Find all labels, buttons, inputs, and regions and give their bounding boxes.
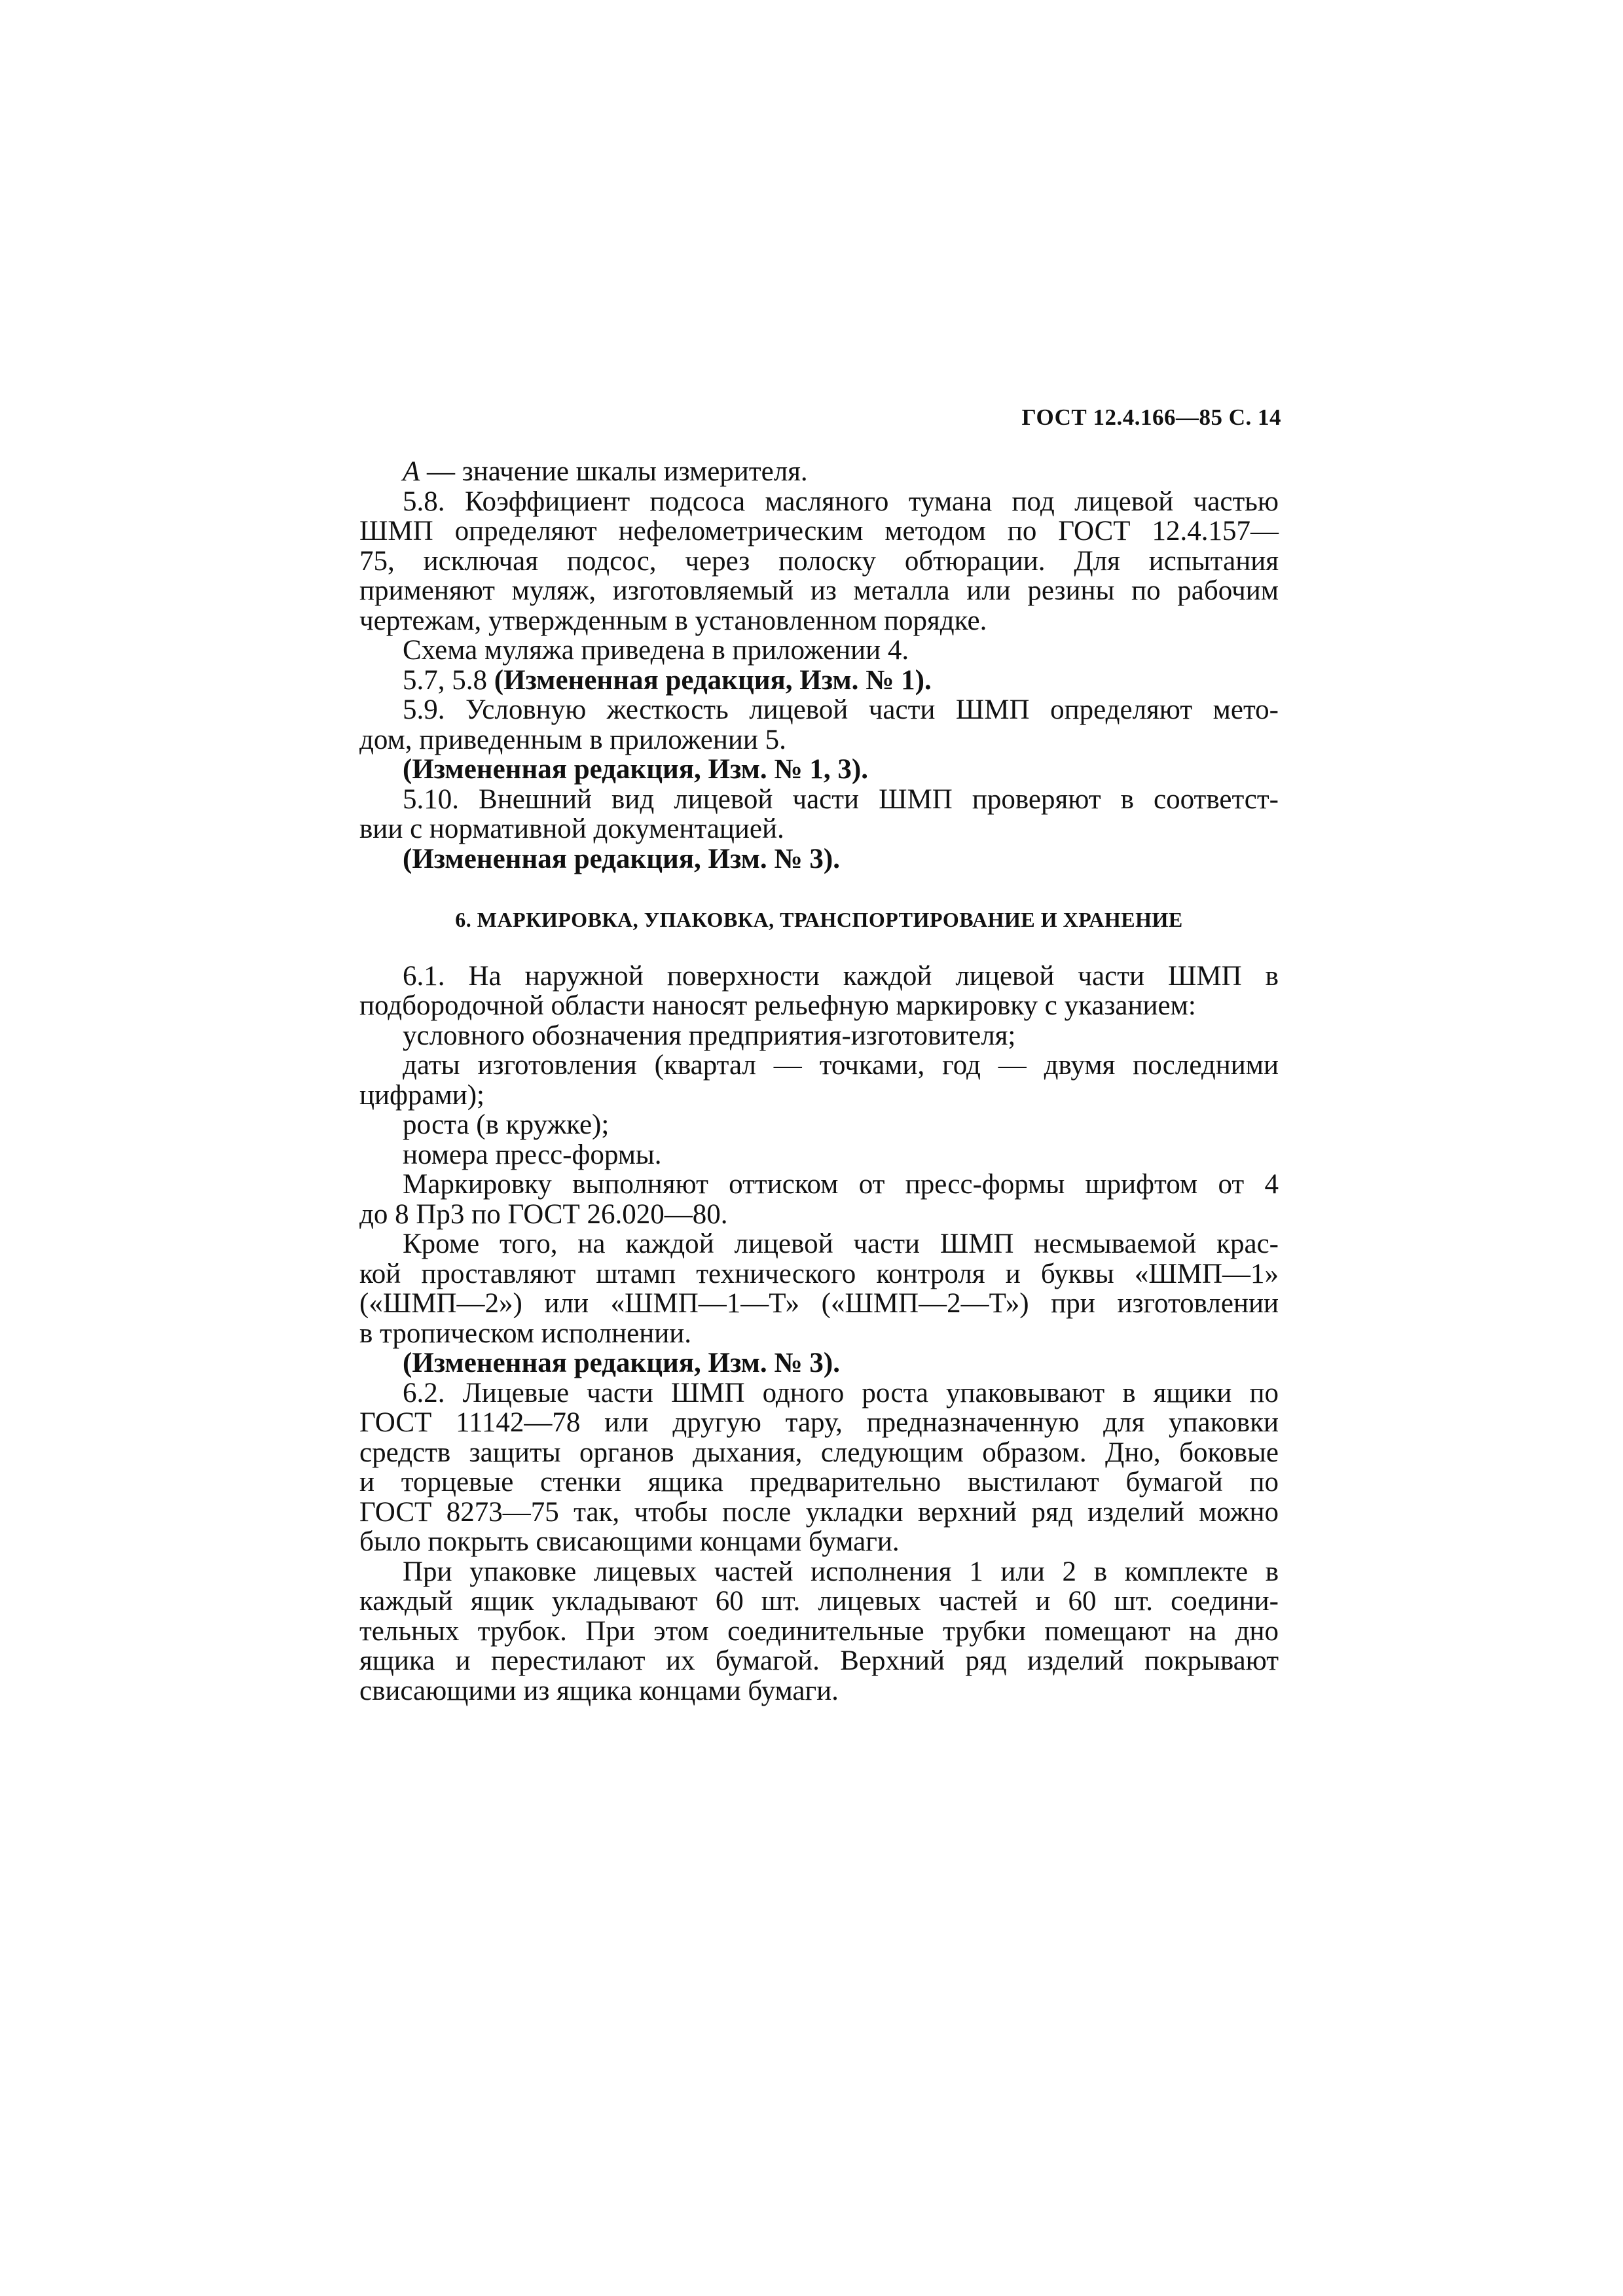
text-line: ГОСТ 11142—78 или другую тару, предназначенную для упаковки [359,1407,1279,1438]
text-line: было покрыть свисающими концами бумаги. [359,1526,900,1557]
text-line: Кроме того, на каждой лицевой части ШМП несмываемой крас- [403,1229,1279,1259]
list-item [359,1050,1279,1110]
amendment-note-5-10: (Измененная редакция, Изм. № 3). [403,843,840,874]
text-line: ШМП определяют нефелометрическим методом по ГОСТ 12.4.157— [359,516,1279,547]
a-symbol: А [403,456,420,487]
page-body [359,457,1279,1706]
text-line: ГОСТ 8273—75 так, чтобы после укладки верхний ряд изделий можно [359,1496,1279,1528]
text-line: чертежам, утвержденным в установленном порядке. [359,605,987,636]
text-line: даты изготовления (квартал — точками, год — двумя последними [403,1050,1279,1081]
text-line: цифрами); [359,1079,484,1111]
paragraph-scheme: Схема муляжа приведена в приложении 4. [403,635,909,666]
text-line: вии с нормативной документацией. [359,814,784,844]
text-line: ящика и перестилают их бумагой. Верхний ряд изделий покрывают [359,1645,1279,1676]
paragraph-5-10 [359,785,1279,844]
paragraph-5-7-5-8-amendment [359,666,1279,696]
text-line: до 8 Пр3 по ГОСТ 26.020—80. [359,1198,728,1230]
text-line: 5.8. Коэффициент подсоса масляного тумана под лицевой частью [403,486,1279,517]
text-line: свисающими из ящика концами бумаги. [359,1675,839,1706]
amendment-note-5-9: (Измененная редакция, Изм. № 1, 3). [403,754,868,785]
paragraph-a-value [359,457,1279,487]
text-line: применяют муляж, изготовляемый из металла или резины по рабочим [359,575,1279,606]
text-line: При упаковке лицевых частей исполнения 1 или 2 в комплекте в [403,1556,1279,1587]
text-line: подбородочной области наносят рельефную маркировку с указанием: [359,990,1196,1021]
paragraph-5-9 [359,695,1279,755]
text-line: 6.1. На наружной поверхности каждой лицевой части ШМП в [403,960,1279,992]
clause-ref: 5.7, 5.8 [403,664,494,696]
section-heading: 6. МАРКИРОВКА, УПАКОВКА, ТРАНСПОРТИРОВАНИЕ И ХРАНЕНИЕ [455,908,1183,931]
text-line: 75, исключая подсос, через полоску обтюрации. Для испытания [359,545,1279,577]
list-item: роста (в кружке); [403,1109,610,1140]
text-line: 5.9. Условную жесткость лицевой части ШМП определяют мето- [403,694,1279,725]
text-line: 6.2. Лицевые части ШМП одного роста упаковывают в ящики по [403,1377,1279,1408]
text-line: в тропическом исполнении. [359,1318,691,1349]
text-line: и торцевые стенки ящика предварительно выстилают бумагой по [359,1467,1279,1498]
text-line: кой проставляют штамп технического контроля и буквы «ШМП—1» [359,1258,1279,1289]
list-item: условного обозначения предприятия-изготовителя; [403,1020,1016,1051]
paragraph-5-8 [359,487,1279,636]
text-line: средств защиты органов дыхания, следующим образом. Дно, боковые [359,1437,1279,1468]
paragraph-besides [359,1229,1279,1348]
list-item: номера пресс-формы. [403,1139,662,1170]
amendment-note: (Измененная редакция, Изм. № 1). [494,664,932,696]
text-line: 5.10. Внешний вид лицевой части ШМП проверяют в соответст- [403,783,1279,815]
paragraph-6-2 [359,1378,1279,1557]
amendment-note-6-1: (Измененная редакция, Изм. № 3). [403,1348,840,1378]
text-line: Маркировку выполняют оттиском от пресс-формы шрифтом от 4 [403,1169,1279,1200]
text-line: тельных трубок. При этом соединительные трубки помещают на дно [359,1615,1279,1647]
paragraph-marking [359,1170,1279,1229]
a-value-text: — значение шкалы измерителя. [420,456,808,487]
paragraph-6-1 [359,961,1279,1021]
paragraph-packing [359,1557,1279,1706]
text-line: дом, приведенным в приложении 5. [359,724,786,755]
running-header: ГОСТ 12.4.166—85 С. 14 [1021,404,1281,430]
text-line: («ШМП—2») или «ШМП—1—Т» («ШМП—2—Т») при изготовлении [359,1288,1279,1319]
text-line: каждый ящик укладывают 60 шт. лицевых частей и 60 шт. соедини- [359,1586,1279,1617]
